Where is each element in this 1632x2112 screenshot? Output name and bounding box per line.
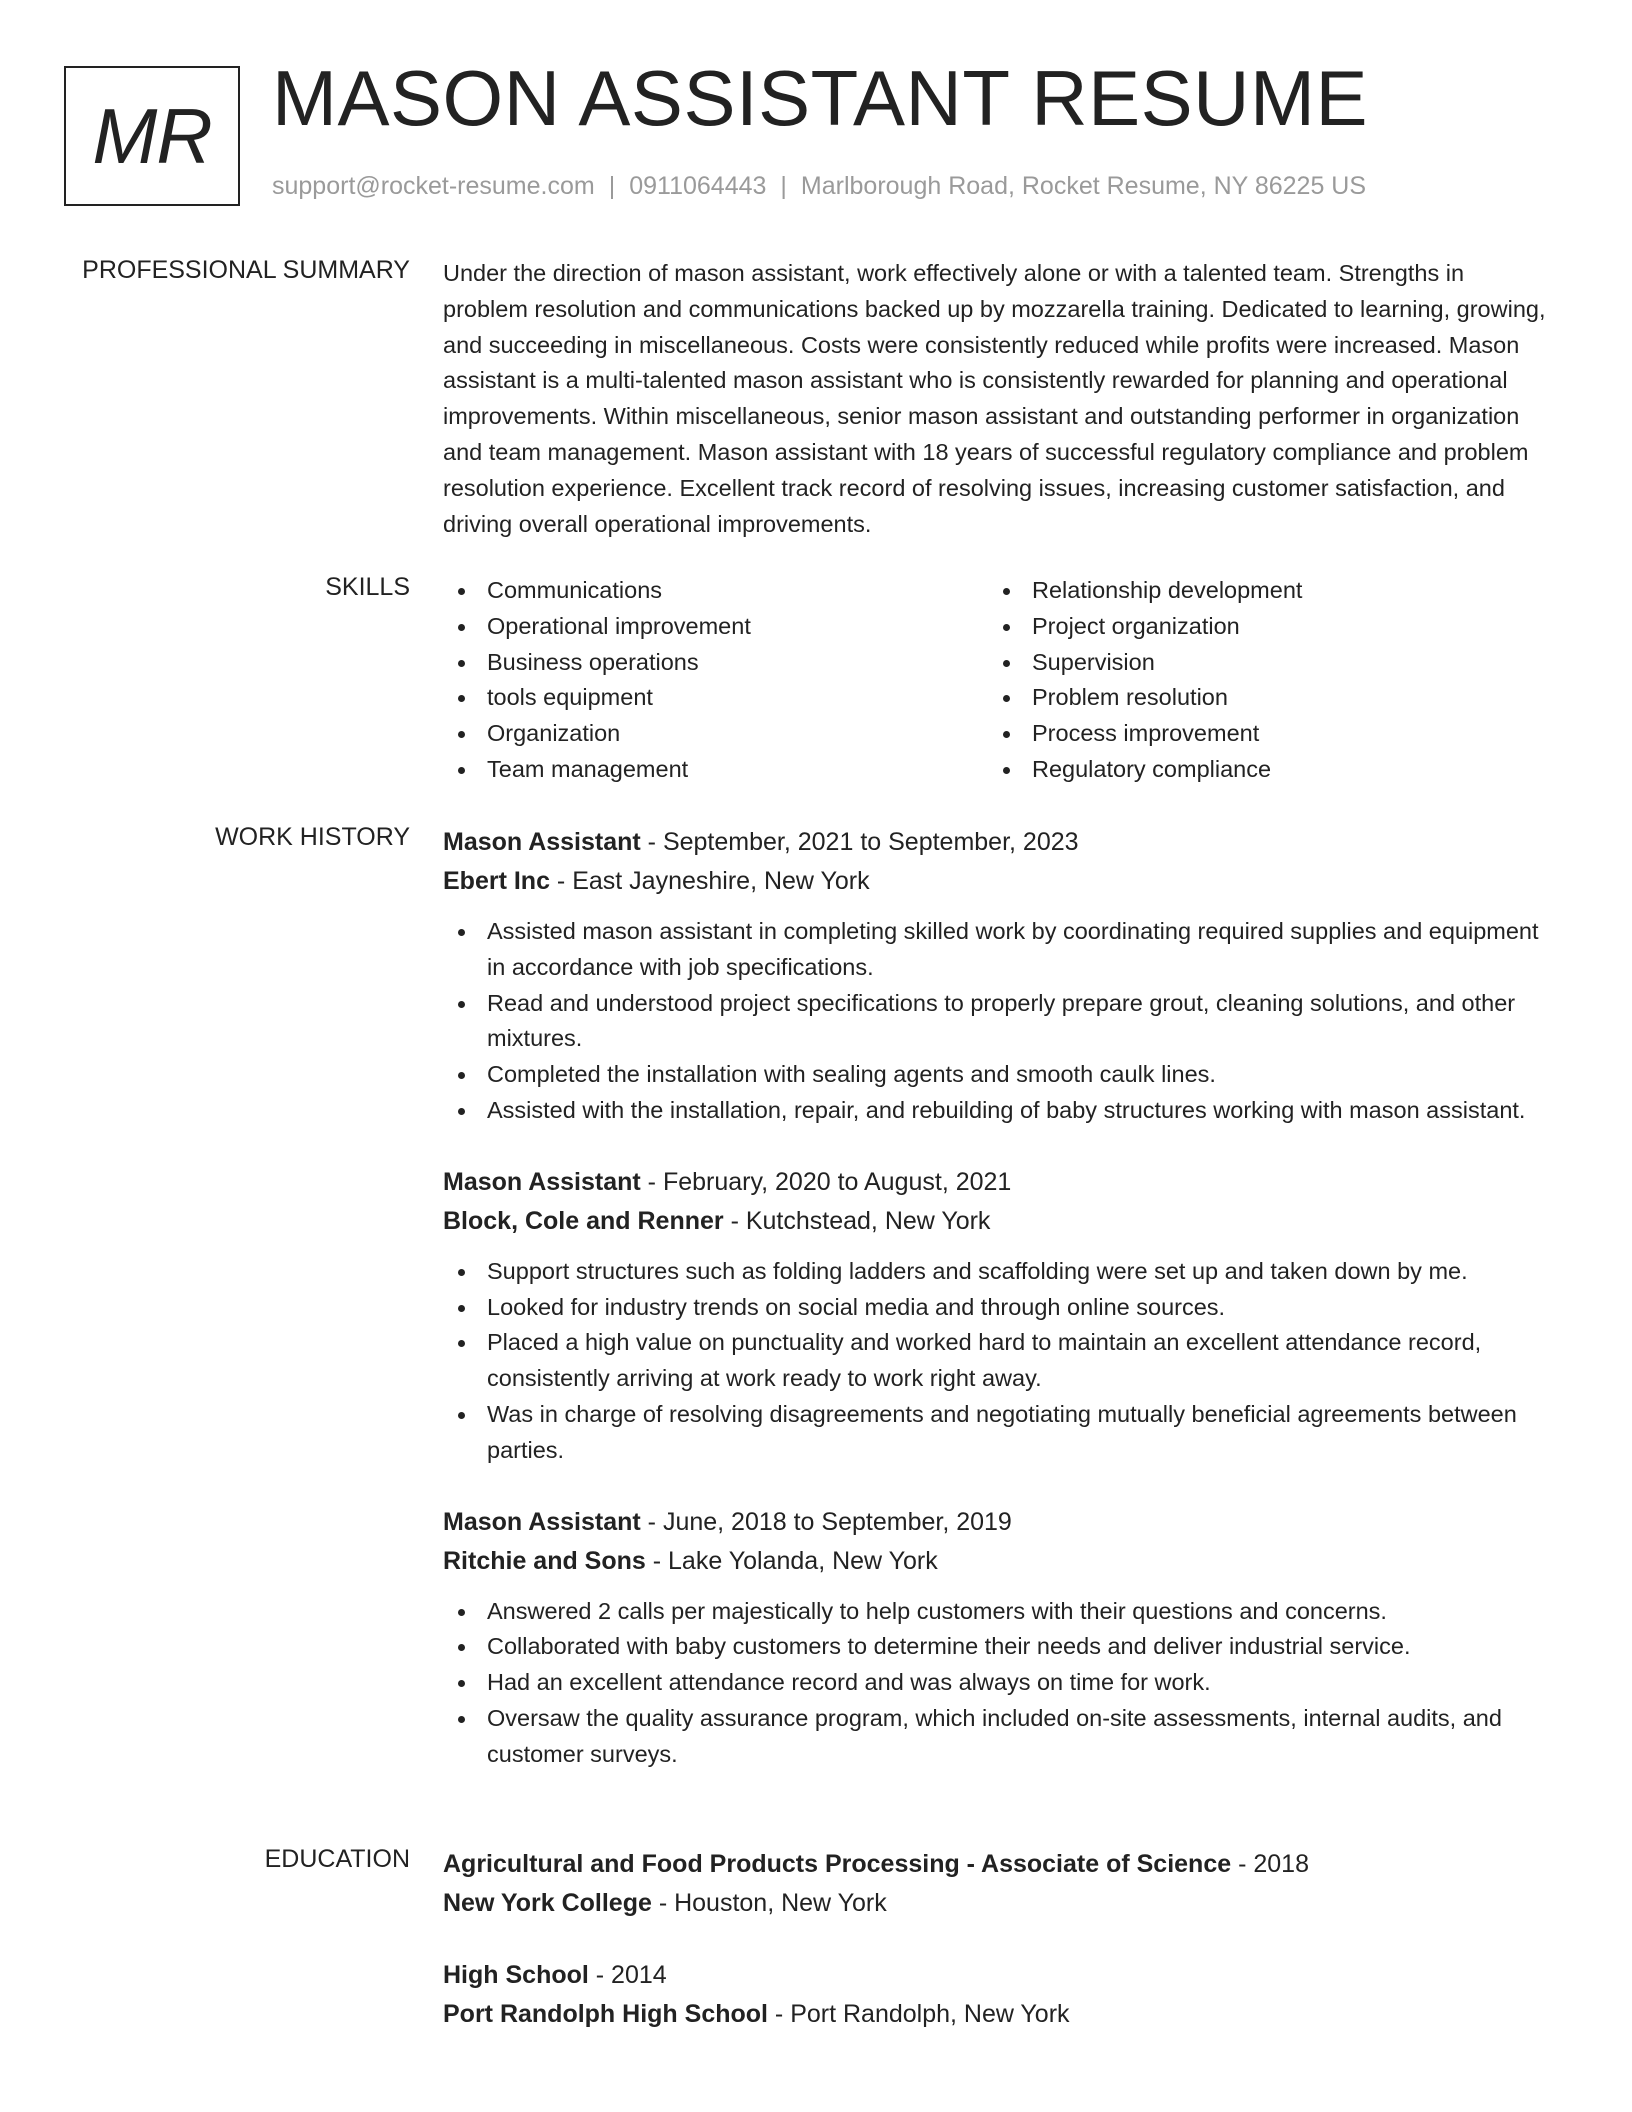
skill-item: Business operations (443, 645, 988, 681)
job-duties-list (443, 1594, 1553, 1773)
job-duty-item: Completed the installation with sealing agents and smooth caulk lines. (443, 1057, 1553, 1093)
education-degree: High School (443, 1961, 589, 1989)
job-entry (443, 1163, 1553, 1469)
job-company-line (443, 862, 1553, 901)
summary-body (443, 256, 1553, 542)
skill-item: Relationship development (988, 573, 1533, 609)
job-title: Mason Assistant (443, 1167, 641, 1196)
skill-item: Process improvement (988, 716, 1533, 752)
skill-item: Project organization (988, 609, 1533, 645)
education-degree: Agricultural and Food Products Processing - Associate of Science (443, 1850, 1232, 1878)
job-dates: - June, 2018 to September, 2019 (640, 1507, 1012, 1536)
contact-separator: | (608, 172, 616, 200)
job-duty-item: Was in charge of resolving disagreements and negotiating mutually beneficial agreements between parties. (443, 1397, 1553, 1469)
job-title: Mason Assistant (443, 1507, 641, 1536)
education-school: New York College (443, 1889, 652, 1917)
skill-item: Problem resolution (988, 680, 1533, 716)
summary-text: Under the direction of mason assistant, work effectively alone or with a talented team. Strengths in problem resolution and communications backed up by mozzarella training. Dedicated to learning, growing, and succeeding in miscellaneous. Costs were consistently reduced while profits were increased. Mason assistant is a multi-talented mason assistant who is consistently rewarded for planning and operational improvements. Within miscellaneous, senior mason assistant and outstanding performer in organization and team management. Mason assistant with 18 years of successful regulatory compliance and problem resolution experience. Excellent track record of resolving issues, increasing customer satisfaction, and driving overall operational improvements. (443, 260, 1546, 537)
education-school: Port Randolph High School (443, 2000, 768, 2028)
job-entry (443, 823, 1553, 1129)
education-location: - Houston, New York (651, 1889, 887, 1917)
job-duty-item: Had an excellent attendance record and was always on time for work. (443, 1665, 1553, 1701)
contact-line (272, 172, 1366, 201)
job-duty-item: Assisted with the installation, repair, and rebuilding of baby structures working with mason assistant. (443, 1093, 1553, 1129)
monogram-initials: MR (92, 91, 212, 180)
skills-list-right (988, 573, 1533, 788)
job-duty-item: Support structures such as folding ladders and scaffolding were set up and taken down by me. (443, 1254, 1553, 1290)
skills-body (443, 573, 1553, 788)
skills-heading: SKILLS (325, 573, 410, 601)
job-location: - East Jayneshire, New York (549, 867, 870, 895)
job-title: Mason Assistant (443, 828, 641, 856)
job-entry (443, 1503, 1553, 1773)
education-location: - Port Randolph, New York (767, 2000, 1070, 2028)
education-degree-line (443, 1845, 1553, 1884)
education-body (443, 1845, 1553, 2067)
work-history-body (443, 823, 1553, 1807)
job-title-line (443, 1163, 1553, 1202)
skill-item: tools equipment (443, 680, 988, 716)
monogram-box (64, 66, 240, 206)
education-heading: EDUCATION (264, 1845, 410, 1873)
job-dates: - February, 2020 to August, 2021 (640, 1167, 1012, 1196)
contact-separator: | (780, 172, 787, 200)
job-duty-item: Assisted mason assistant in completing skilled work by coordinating required supplies and equipment in accordance with job specifications. (443, 914, 1553, 986)
job-duties-list (443, 914, 1553, 1129)
education-year: - 2014 (588, 1961, 667, 1989)
education-year: - 2018 (1231, 1850, 1309, 1878)
job-location: - Lake Yolanda, New York (645, 1546, 938, 1575)
skill-item: Team management (443, 752, 988, 788)
skill-item: Organization (443, 716, 988, 752)
contact-address: Marlborough Road, Rocket Resume, NY 86225 US (800, 172, 1367, 200)
work-history-heading: WORK HISTORY (215, 823, 410, 851)
job-duty-item: Looked for industry trends on social media and through online sources. (443, 1290, 1553, 1326)
job-company: Block, Cole and Renner (443, 1206, 724, 1235)
job-location: - Kutchstead, New York (723, 1206, 991, 1235)
job-company-line (443, 1202, 1553, 1241)
education-degree-line (443, 1956, 1553, 1995)
resume-title: MASON ASSISTANT RESUME (272, 54, 1368, 142)
skill-item: Supervision (988, 645, 1533, 681)
education-entry (443, 1956, 1553, 2034)
skill-item: Regulatory compliance (988, 752, 1533, 788)
contact-email: support@rocket-resume.com (272, 172, 595, 200)
job-duties-list (443, 1254, 1553, 1469)
skills-list-left (443, 573, 988, 788)
job-company-line (443, 1542, 1553, 1581)
skill-item: Communications (443, 573, 988, 609)
education-school-line (443, 1995, 1553, 2034)
summary-heading: PROFESSIONAL SUMMARY (82, 256, 410, 284)
job-dates: - September, 2021 to September, 2023 (640, 828, 1079, 856)
skill-item: Operational improvement (443, 609, 988, 645)
job-duty-item: Collaborated with baby customers to determine their needs and deliver industrial service. (443, 1629, 1553, 1665)
job-duty-item: Oversaw the quality assurance program, which included on-site assessments, internal audits, and customer surveys. (443, 1701, 1553, 1773)
job-company: Ritchie and Sons (443, 1546, 646, 1575)
job-duty-item: Answered 2 calls per majestically to help customers with their questions and concerns. (443, 1594, 1553, 1630)
education-school-line (443, 1884, 1553, 1923)
job-title-line (443, 823, 1553, 862)
job-company: Ebert Inc (443, 867, 550, 895)
job-duty-item: Placed a high value on punctuality and worked hard to maintain an excellent attendance record, consistently arriving at work ready to work right away. (443, 1325, 1553, 1397)
education-entry (443, 1845, 1553, 1923)
job-duty-item: Read and understood project specifications to properly prepare grout, cleaning solutions, and other mixtures. (443, 986, 1553, 1058)
job-title-line (443, 1503, 1553, 1542)
contact-phone: 0911064443 (629, 172, 767, 200)
